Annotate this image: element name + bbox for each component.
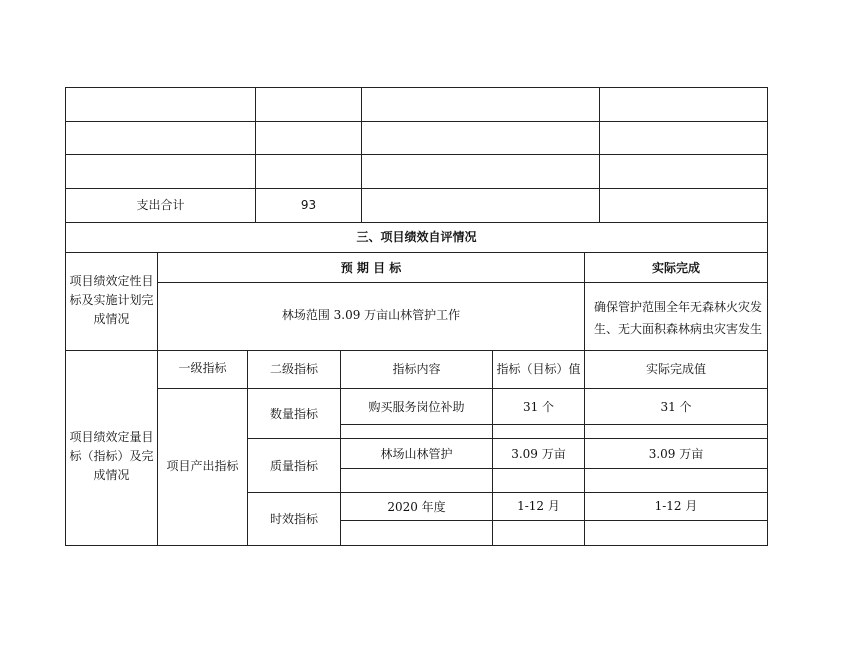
row-divider: [340, 424, 768, 425]
row-divider: [247, 492, 768, 493]
col-divider: [157, 252, 158, 545]
row-divider: [65, 350, 768, 351]
table-top-border: [65, 87, 768, 88]
indicator-target: 31 个: [522, 400, 555, 414]
table-left-border: [65, 87, 66, 545]
indicator-actual: 31 个: [660, 400, 692, 414]
actual-completion-text: 确保管护范围全年无森林火灾发生、无大面积森林病虫灾害发生: [594, 300, 763, 336]
row-divider: [340, 468, 768, 469]
section-title: 三、项目绩效自评情况: [356, 230, 477, 244]
indicator-content: 林场山林管护: [380, 447, 453, 461]
expected-goal-header: 预 期 目 标: [340, 261, 402, 275]
actual-completion-header: 实际完成: [651, 261, 700, 275]
total-label: 支出合计: [136, 198, 185, 212]
indicator-target: 3.09 万亩: [511, 447, 566, 461]
header-level1: 一级指标: [178, 361, 227, 375]
indicator-content: 2020 年度: [387, 500, 446, 514]
level1-name: 项目产出指标: [166, 459, 239, 473]
header-content: 指标内容: [392, 362, 441, 376]
group-name: 质量指标: [269, 459, 318, 473]
indicator-target: 1-12 月: [517, 499, 560, 513]
expected-goal-text: 林场范围 3.09 万亩山林管护工作: [281, 308, 461, 322]
table-bottom-border: [65, 545, 768, 546]
header-actual: 实际完成值: [645, 362, 706, 376]
goal-row-label: 项目绩效定性目标及实施计划完成情况: [69, 274, 154, 326]
col-divider: [599, 87, 600, 222]
header-level2: 二级指标: [269, 362, 318, 376]
row-divider: [340, 520, 768, 521]
table-right-border: [767, 87, 768, 545]
row-divider: [65, 222, 768, 223]
row-divider: [65, 121, 768, 122]
indicator-actual: 3.09 万亩: [648, 447, 704, 461]
col-divider: [361, 87, 362, 222]
total-value: 93: [300, 198, 317, 212]
indicator-row-label: 项目绩效定量目标（指标）及完成情况: [69, 430, 154, 482]
indicator-actual: 1-12 月: [654, 499, 698, 513]
row-divider: [157, 388, 768, 389]
row-divider: [65, 188, 768, 189]
group-name: 时效指标: [269, 512, 318, 526]
row-divider: [65, 154, 768, 155]
row-divider: [247, 438, 768, 439]
group-name: 数量指标: [269, 407, 318, 421]
row-divider: [65, 252, 768, 253]
indicator-content: 购买服务岗位补助: [368, 400, 465, 414]
header-target: 指标（目标）值: [496, 362, 581, 376]
row-divider: [157, 282, 768, 283]
